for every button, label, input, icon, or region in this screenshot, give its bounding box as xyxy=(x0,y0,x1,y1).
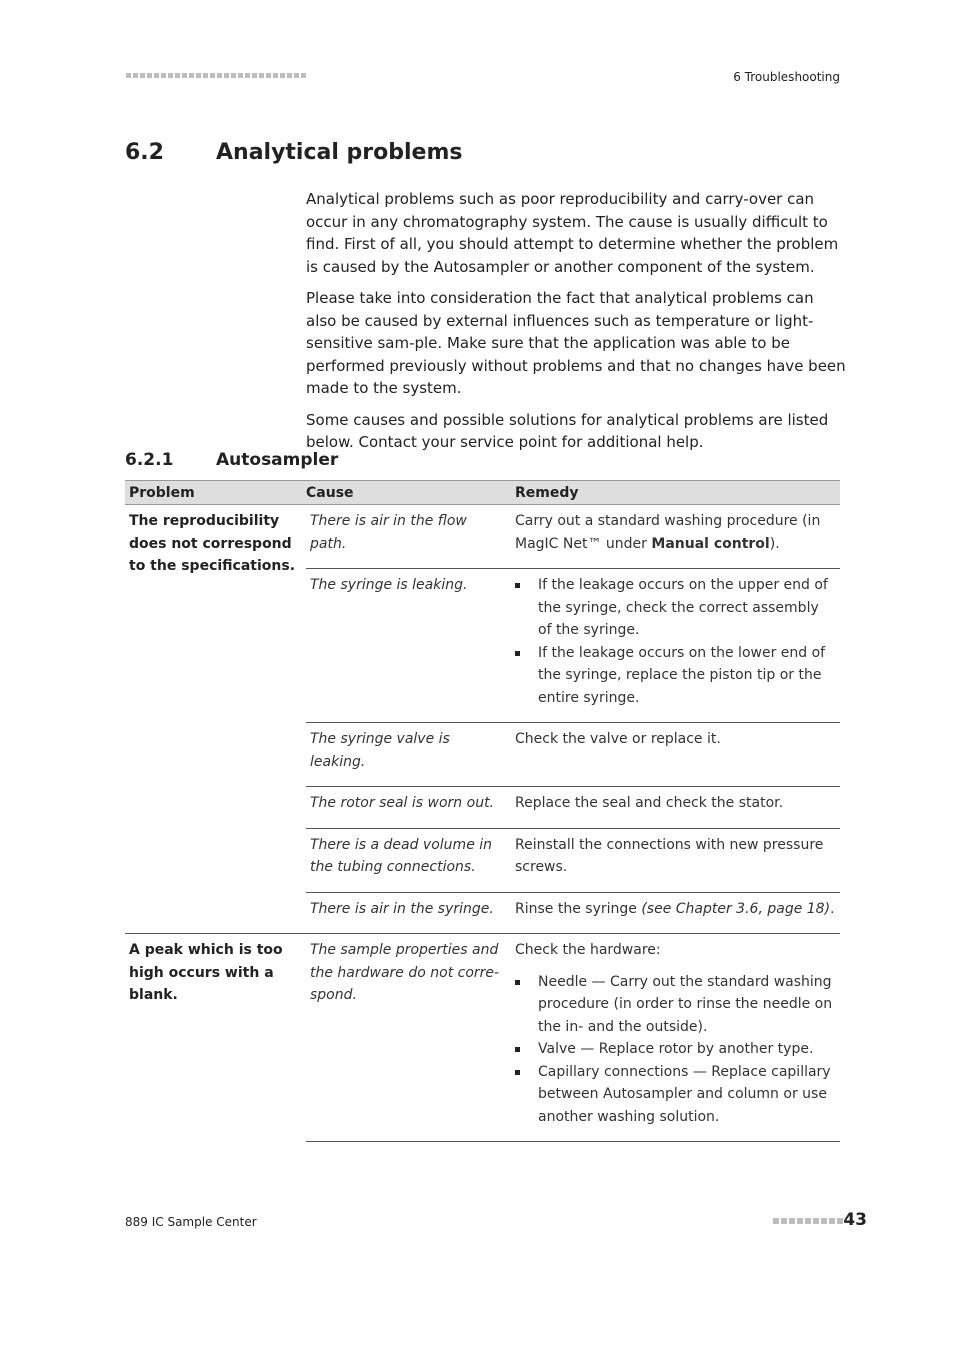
cause-cell: The syringe is leaking. xyxy=(306,569,511,723)
header-cause: Cause xyxy=(306,481,511,505)
intro-paragraph: Please take into consideration the fact that analytical problems can also be caused by external influences such as temperature or light-sensitive sam-ple. Make sure that the application was able to be performed previously without problems and that no changes have been made to the system. xyxy=(306,289,846,397)
header-decoration-dots xyxy=(126,73,306,78)
troubleshooting-table xyxy=(125,480,840,1142)
header-remedy: Remedy xyxy=(511,481,840,505)
cause-cell: The sample properties and the hardware do not corre-spond. xyxy=(306,934,511,1142)
remedy-text: . xyxy=(830,900,835,917)
remedy-cell: Replace the seal and check the stator. xyxy=(511,787,840,829)
intro-text xyxy=(306,188,846,463)
subsection-number: 6.2.1 xyxy=(125,450,174,470)
cause-cell: There is air in the flow path. xyxy=(306,505,511,569)
remedy-text: Rinse the syringe xyxy=(515,900,642,917)
cause-cell: There is a dead volume in the tubing connections. xyxy=(306,828,511,892)
footer-decoration-dots xyxy=(773,1218,843,1224)
remedy-cell xyxy=(511,569,840,723)
footer-product-name: 889 IC Sample Center xyxy=(125,1215,257,1229)
remedy-list xyxy=(515,971,836,1129)
intro-paragraph: Some causes and possible solutions for analytical problems are listed below. Contact your service point for additional help. xyxy=(306,410,829,451)
chapter-reference: (see Chapter 3.6, page 18) xyxy=(641,900,831,917)
remedy-cell xyxy=(511,892,840,934)
problem-cell: A peak which is too high occurs with a blank. xyxy=(129,942,283,1003)
table-row xyxy=(125,505,840,569)
section-title xyxy=(125,140,463,165)
remedy-cell xyxy=(511,934,840,1142)
problem-cell: The reproducibility does not correspond to the specifications. xyxy=(125,505,306,934)
section-number: 6.2 xyxy=(125,140,164,165)
remedy-cell: Reinstall the connections with new pressure screws. xyxy=(511,828,840,892)
list-item: If the leakage occurs on the upper end of the syringe, check the correct assembly of the syringe. xyxy=(515,574,836,642)
running-head: 6 Troubleshooting xyxy=(733,70,840,84)
header-problem: Problem xyxy=(125,481,306,505)
remedy-text: Carry out a standard washing procedure (in MagIC Net™ under xyxy=(515,513,821,552)
remedy-cell: Check the valve or replace it. xyxy=(511,723,840,787)
subsection-title-text: Autosampler xyxy=(216,450,339,470)
list-item: If the leakage occurs on the lower end of the syringe, replace the piston tip or the entire syringe. xyxy=(515,642,836,710)
remedy-lead: Check the hardware: xyxy=(515,942,661,958)
subsection-title xyxy=(125,450,338,470)
cause-cell: There is air in the syringe. xyxy=(306,892,511,934)
list-item: Valve — Replace rotor by another type. xyxy=(515,1038,836,1061)
remedy-cell xyxy=(511,505,840,569)
page-number: 43 xyxy=(843,1210,867,1230)
remedy-text: ). xyxy=(769,535,780,552)
remedy-list xyxy=(515,574,836,709)
table-row xyxy=(125,934,840,1142)
list-item: Capillary connections — Replace capillary between Autosampler and column or use another washing solution. xyxy=(515,1061,836,1129)
section-title-text: Analytical problems xyxy=(216,140,463,165)
menu-reference: Manual control xyxy=(651,535,770,552)
cause-cell: The syringe valve is leaking. xyxy=(306,723,511,787)
cause-cell: The rotor seal is worn out. xyxy=(306,787,511,829)
table-header-row xyxy=(125,481,840,505)
list-item: Needle — Carry out the standard washing procedure (in order to rinse the needle on the in- and the outside). xyxy=(515,971,836,1039)
intro-paragraph: Analytical problems such as poor reproducibility and carry-over can occur in any chromatography system. The cause is usually difficult to find. First of all, you should attempt to determine whether the problem is caused by the Autosampler or another component of the system. xyxy=(306,190,839,276)
